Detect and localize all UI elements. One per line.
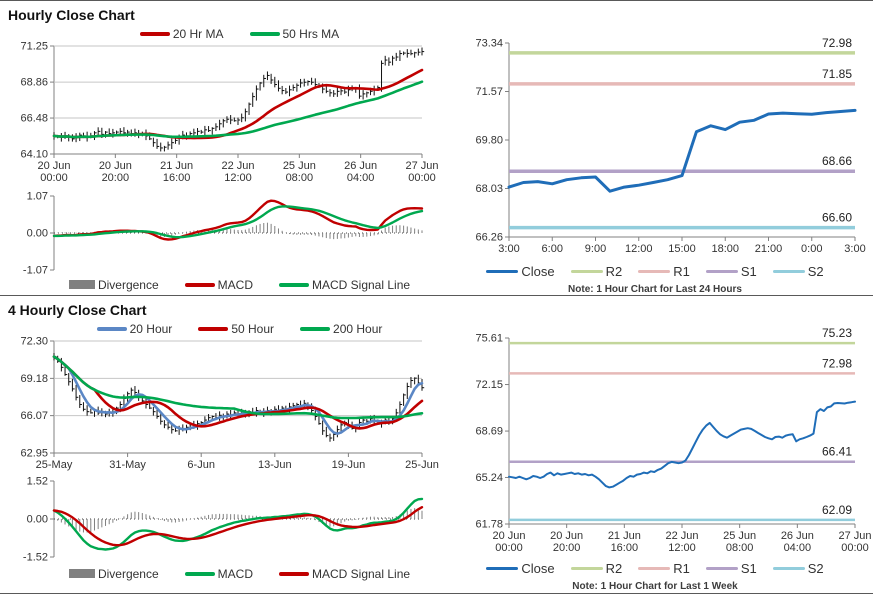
- legend-label: MACD: [217, 566, 253, 581]
- legend-item-50-hour: [198, 322, 274, 336]
- legend-label: R2: [605, 264, 623, 279]
- svg-text:65.24: 65.24: [475, 471, 503, 484]
- svg-text:-1.07: -1.07: [22, 264, 48, 277]
- svg-text:31-May: 31-May: [109, 459, 146, 471]
- legend-swatch: [638, 567, 670, 570]
- svg-text:72.98: 72.98: [821, 35, 852, 50]
- legend-swatch: [638, 270, 670, 273]
- svg-text:18:00: 18:00: [711, 243, 740, 255]
- four-hourly-candlestick-canvas: [8, 335, 439, 473]
- svg-text:20 Jun00:00: 20 Jun 00:00: [492, 530, 526, 554]
- svg-text:69.18: 69.18: [20, 372, 48, 385]
- legend-label: Divergence: [97, 277, 159, 292]
- svg-text:0:00: 0:00: [801, 243, 823, 255]
- legend-swatch: [571, 270, 603, 273]
- svg-text:3:00: 3:00: [498, 243, 520, 255]
- svg-text:62.09: 62.09: [821, 502, 852, 517]
- svg-text:25-Jun: 25-Jun: [405, 459, 439, 471]
- legend-item-divergence: [69, 567, 159, 581]
- legend-swatch: [198, 327, 228, 331]
- svg-text:21:00: 21:00: [754, 243, 783, 255]
- svg-text:20 Jun20:00: 20 Jun 20:00: [98, 160, 132, 184]
- legend-swatch: [279, 572, 309, 576]
- hourly-macd-chart: [8, 188, 437, 276]
- svg-text:6-Jun: 6-Jun: [187, 459, 215, 471]
- svg-text:26 Jun04:00: 26 Jun 04:00: [780, 530, 814, 554]
- legend-swatch: [279, 283, 309, 287]
- top-row: [0, 1, 873, 295]
- svg-text:75.61: 75.61: [475, 332, 503, 345]
- svg-text:25 Jun08:00: 25 Jun 08:00: [282, 160, 316, 184]
- svg-text:15:00: 15:00: [668, 243, 696, 255]
- svg-text:22 Jun12:00: 22 Jun 12:00: [221, 160, 255, 184]
- svg-text:12:00: 12:00: [624, 243, 653, 255]
- pivot-week-section: [437, 296, 873, 592]
- legend-item-200-hour: [300, 322, 382, 336]
- legend-swatch: [185, 572, 215, 576]
- svg-text:66.48: 66.48: [20, 112, 48, 125]
- legend-label: MACD: [217, 277, 253, 292]
- legend-label: 20 Hour: [129, 321, 173, 336]
- svg-text:25-May: 25-May: [35, 459, 73, 471]
- legend-swatch: [486, 567, 518, 570]
- four-hourly-candlestick-chart: [8, 337, 437, 473]
- legend-label: S1: [740, 561, 757, 576]
- legend-label: Close: [521, 561, 555, 576]
- four-hourly-close-title: 4 Hourly Close Chart: [8, 302, 147, 318]
- legend-label: 20 Hr MA: [172, 26, 224, 41]
- legend-label: MACD Signal Line: [312, 277, 411, 292]
- svg-text:68.03: 68.03: [475, 183, 503, 195]
- hourly-close-section: [0, 1, 437, 295]
- legend-label: Close: [521, 264, 555, 279]
- svg-text:68.69: 68.69: [475, 425, 503, 438]
- legend-item-macd-signal-line: [279, 278, 410, 292]
- legend-item-r2: [571, 264, 623, 279]
- svg-text:66.41: 66.41: [821, 444, 852, 459]
- pivot-24h-note: Note: 1 Hour Chart for Last 24 Hours: [568, 284, 742, 295]
- svg-text:72.30: 72.30: [20, 335, 48, 348]
- legend-item-macd-signal-line: [279, 567, 410, 581]
- svg-text:21 Jun16:00: 21 Jun 16:00: [607, 530, 641, 554]
- svg-text:66.60: 66.60: [821, 210, 852, 225]
- legend-label: MACD Signal Line: [312, 566, 411, 581]
- svg-text:0.00: 0.00: [26, 227, 48, 240]
- svg-text:27 Jun00:00: 27 Jun 00:00: [405, 160, 439, 184]
- legend-label: R1: [673, 561, 690, 576]
- svg-text:27 Jun00:00: 27 Jun 00:00: [838, 530, 872, 554]
- legend-label: 200 Hour: [333, 321, 383, 336]
- pivot-24h-section: [437, 1, 873, 295]
- legend-item-r1: [638, 561, 690, 576]
- svg-text:13-Jun: 13-Jun: [257, 459, 292, 471]
- legend-swatch: [773, 270, 805, 273]
- legend-swatch: [486, 270, 518, 273]
- svg-text:6:00: 6:00: [541, 243, 563, 255]
- pivot-week-chart: [453, 322, 873, 560]
- hourly-candlestick-chart: [8, 42, 437, 188]
- pivot-week-canvas: [453, 322, 872, 560]
- legend-item-20-hr-ma: [140, 27, 224, 41]
- legend-item-s2: [773, 561, 824, 576]
- four-hourly-macd-canvas: [8, 473, 428, 565]
- legend-swatch: [250, 32, 280, 36]
- hourly-macd-legend: [0, 276, 437, 293]
- pivot-24h-legend: [437, 263, 873, 280]
- pivot-24h-canvas: [453, 31, 866, 263]
- svg-text:68.66: 68.66: [821, 154, 852, 169]
- hourly-close-title: Hourly Close Chart: [8, 7, 135, 23]
- legend-item-macd: [185, 278, 253, 292]
- svg-text:71.25: 71.25: [20, 40, 48, 53]
- legend-item-divergence: [69, 278, 159, 292]
- svg-text:20 Jun00:00: 20 Jun 00:00: [37, 160, 71, 184]
- svg-text:19-Jun: 19-Jun: [331, 459, 366, 471]
- legend-label: 50 Hrs MA: [282, 26, 340, 41]
- four-hourly-macd-legend: [0, 565, 437, 582]
- svg-text:9:00: 9:00: [584, 243, 607, 255]
- svg-text:25 Jun08:00: 25 Jun 08:00: [723, 530, 757, 554]
- legend-swatch: [69, 569, 95, 578]
- legend-item-20-hour: [97, 322, 173, 336]
- legend-swatch: [140, 32, 170, 36]
- svg-text:20 Jun20:00: 20 Jun 20:00: [550, 530, 584, 554]
- legend-item-close: [486, 264, 554, 279]
- bottom-border: [0, 593, 873, 594]
- legend-swatch: [773, 567, 805, 570]
- svg-text:0.00: 0.00: [26, 513, 48, 526]
- legend-label: R1: [673, 264, 690, 279]
- legend-label: S1: [740, 264, 757, 279]
- hourly-candlestick-canvas: [8, 40, 439, 188]
- svg-text:75.23: 75.23: [821, 326, 852, 341]
- svg-text:26 Jun04:00: 26 Jun 04:00: [344, 160, 378, 184]
- svg-text:1.52: 1.52: [26, 475, 48, 488]
- svg-text:1.07: 1.07: [26, 190, 48, 203]
- legend-item-macd: [185, 567, 253, 581]
- legend-item-s2: [773, 264, 824, 279]
- svg-text:69.80: 69.80: [475, 134, 503, 147]
- legend-item-r2: [571, 561, 623, 576]
- legend-swatch: [97, 327, 127, 331]
- legend-item-s1: [706, 264, 757, 279]
- legend-swatch: [185, 283, 215, 287]
- svg-text:62.95: 62.95: [20, 447, 48, 460]
- legend-label: S2: [807, 264, 824, 279]
- hourly-macd-canvas: [8, 188, 428, 276]
- legend-label: R2: [605, 561, 623, 576]
- legend-item-r1: [638, 264, 690, 279]
- svg-text:72.98: 72.98: [821, 356, 852, 371]
- legend-item-close: [486, 561, 554, 576]
- legend-label: S2: [807, 561, 824, 576]
- svg-text:66.07: 66.07: [20, 410, 48, 423]
- legend-swatch: [706, 567, 738, 570]
- svg-text:21 Jun16:00: 21 Jun 16:00: [160, 160, 194, 184]
- svg-text:3:00: 3:00: [844, 243, 866, 255]
- bottom-row: [0, 296, 873, 592]
- svg-text:68.86: 68.86: [20, 76, 48, 89]
- legend-item-s1: [706, 561, 757, 576]
- svg-text:-1.52: -1.52: [22, 551, 48, 564]
- svg-text:73.34: 73.34: [475, 37, 503, 50]
- svg-text:64.10: 64.10: [20, 148, 48, 161]
- four-hourly-ma-legend: [0, 320, 437, 337]
- four-hourly-macd-chart: [8, 473, 437, 565]
- svg-text:72.15: 72.15: [475, 379, 503, 392]
- legend-swatch: [69, 280, 95, 289]
- legend-item-50-hrs-ma: [250, 27, 340, 41]
- pivot-24h-chart: [453, 31, 873, 263]
- legend-label: 50 Hour: [231, 321, 275, 336]
- pivot-week-legend: [437, 560, 873, 577]
- svg-text:22 Jun12:00: 22 Jun 12:00: [665, 530, 699, 554]
- four-hourly-close-section: [0, 296, 437, 592]
- svg-text:66.26: 66.26: [475, 231, 503, 244]
- legend-swatch: [300, 327, 330, 331]
- svg-text:61.78: 61.78: [475, 518, 503, 531]
- svg-text:71.57: 71.57: [475, 86, 503, 98]
- hourly-ma-legend: [0, 25, 437, 42]
- legend-label: Divergence: [97, 566, 159, 581]
- legend-swatch: [706, 270, 738, 273]
- legend-swatch: [571, 567, 603, 570]
- pivot-week-note: Note: 1 Hour Chart for Last 1 Week: [572, 581, 738, 592]
- svg-text:71.85: 71.85: [821, 66, 852, 81]
